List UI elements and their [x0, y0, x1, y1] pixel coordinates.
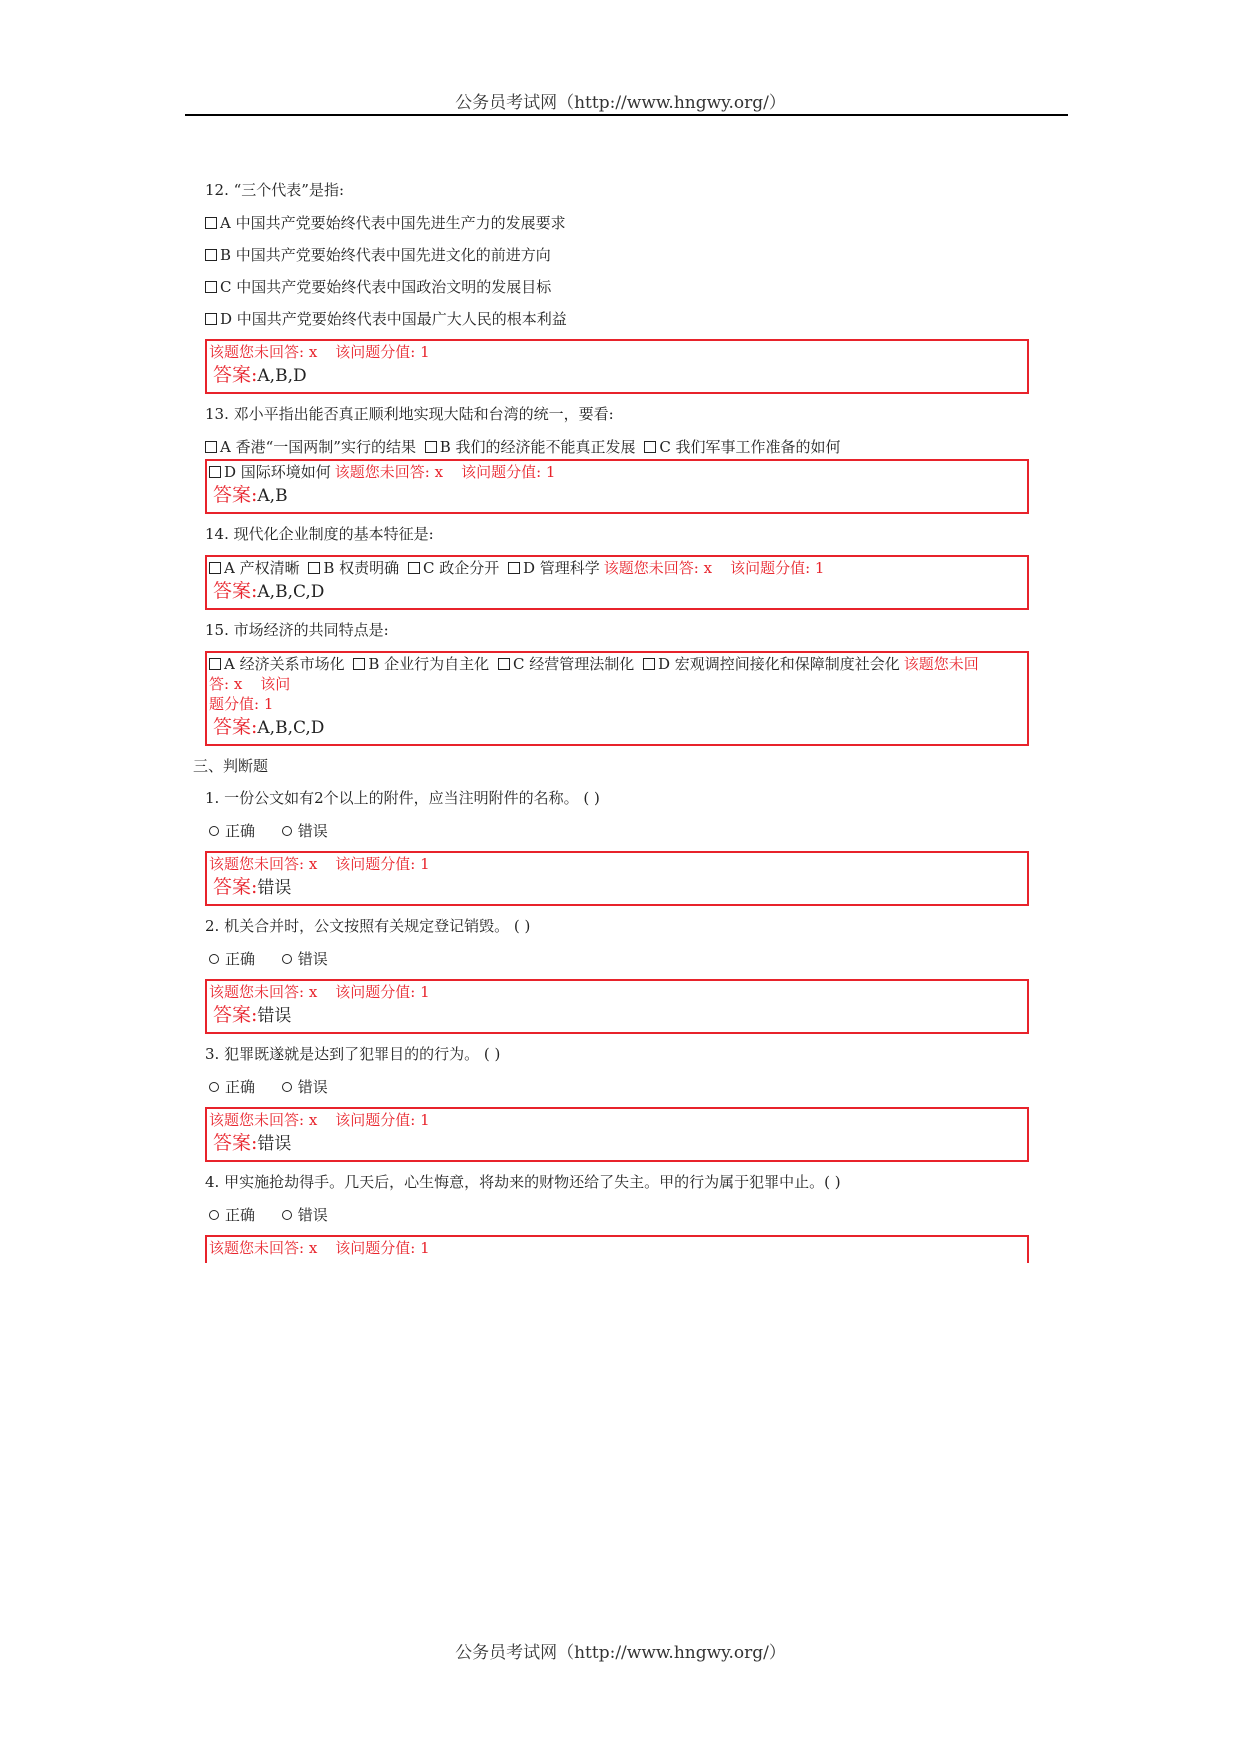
q14-option-c[interactable]: C 政企分开: [408, 559, 499, 577]
exam-content: [193, 178, 1045, 1263]
answer-value: 错误: [257, 1134, 292, 1154]
radio-button[interactable]: [282, 826, 292, 836]
radio-button[interactable]: [282, 954, 292, 964]
score-note-part2: 题分值: 1: [209, 695, 274, 713]
tf-2-feedback-box: [205, 979, 1029, 1034]
tf-2-true[interactable]: 正确: [209, 950, 255, 968]
score-note-part1: 该问: [260, 675, 291, 693]
tf-3-title: 3. 犯罪既遂就是达到了犯罪目的的行为。 ( ): [205, 1045, 501, 1063]
answer-label: 答案:: [213, 484, 258, 506]
unanswered-note: 该题您未回答: x: [209, 855, 318, 873]
question-13-title: 13. 邓小平指出能否真正顺利地实现大陆和台湾的统一，要看:: [205, 405, 614, 423]
checkbox[interactable]: [643, 658, 655, 670]
tf-1-title: 1. 一份公文如有2个以上的附件，应当注明附件的名称。 ( ): [205, 789, 600, 807]
tf-2-false[interactable]: 错误: [282, 950, 328, 968]
q15-option-b[interactable]: B 企业行为自主化: [353, 655, 489, 673]
answer-label: 答案:: [213, 1132, 258, 1154]
q14-option-d[interactable]: D 管理科学: [508, 559, 600, 577]
q12-option-b[interactable]: B 中国共产党要始终代表中国先进文化的前进方向: [205, 243, 1045, 267]
unanswered-note: 该题您未回答: x: [209, 983, 318, 1001]
score-note: 该问题分值: 1: [335, 1111, 430, 1129]
checkbox[interactable]: [205, 441, 217, 453]
answer-value: 错误: [257, 1006, 292, 1026]
tf-1-false[interactable]: 错误: [282, 822, 328, 840]
tf-4-title: 4. 甲实施抢劫得手。几天后，心生悔意，将劫来的财物还给了失主。甲的行为属于犯罪中止。( ): [205, 1173, 841, 1191]
q12-option-c[interactable]: C 中国共产党要始终代表中国政治文明的发展目标: [205, 275, 1045, 299]
tf-4-true[interactable]: 正确: [209, 1206, 255, 1224]
q12-option-d[interactable]: D 中国共产党要始终代表中国最广大人民的根本利益: [205, 307, 1045, 331]
question-14-title: 14. 现代化企业制度的基本特征是:: [205, 525, 434, 543]
page-footer: 公务员考试网（http://www.hngwy.org/）: [455, 1643, 786, 1663]
answer-value: A,B,D: [257, 366, 307, 386]
tf-4-false[interactable]: 错误: [282, 1206, 328, 1224]
q13-option-c[interactable]: C 我们军事工作准备的如何: [644, 438, 840, 456]
radio-button[interactable]: [209, 1082, 219, 1092]
checkbox[interactable]: [209, 562, 221, 574]
answer-value: A,B,C,D: [257, 582, 325, 602]
unanswered-note: 该题您未回答: x: [334, 463, 444, 481]
answer-value: A,B,C,D: [257, 718, 325, 738]
radio-button[interactable]: [282, 1082, 292, 1092]
tf-3-false[interactable]: 错误: [282, 1078, 328, 1096]
unanswered-note: 该题您未回答: x: [209, 1239, 318, 1257]
tf-2-title: 2. 机关合并时，公文按照有关规定登记销毁。 ( ): [205, 917, 531, 935]
checkbox[interactable]: [209, 466, 221, 478]
answer-label: 答案:: [213, 580, 258, 602]
checkbox[interactable]: [205, 217, 217, 229]
q14-option-a[interactable]: A 产权清晰: [209, 559, 300, 577]
tf-2-options: [205, 947, 1045, 971]
page-header: 公务员考试网（http://www.hngwy.org/）: [455, 93, 786, 113]
q15-option-d[interactable]: D 宏观调控间接化和保障制度社会化: [643, 655, 900, 673]
q12-option-a[interactable]: A 中国共产党要始终代表中国先进生产力的发展要求: [205, 211, 1045, 235]
checkbox[interactable]: [498, 658, 510, 670]
answer-label: 答案:: [213, 1004, 258, 1026]
tf-3-true[interactable]: 正确: [209, 1078, 255, 1096]
unanswered-note: 该题您未回答: x: [603, 559, 713, 577]
checkbox[interactable]: [508, 562, 520, 574]
answer-label: 答案:: [213, 364, 258, 386]
checkbox[interactable]: [353, 658, 365, 670]
checkbox[interactable]: [644, 441, 656, 453]
answer-value: 错误: [257, 878, 292, 898]
question-12-title: 12. “三个代表”是指:: [205, 181, 345, 199]
score-note: 该问题分值: 1: [335, 855, 430, 873]
q15-option-c[interactable]: C 经营管理法制化: [498, 655, 634, 673]
q13-option-d[interactable]: D 国际环境如何: [209, 463, 331, 481]
answer-value: A,B: [257, 486, 288, 506]
q13-options-row: [205, 435, 1045, 459]
header-divider: [185, 114, 1068, 116]
radio-button[interactable]: [282, 1210, 292, 1220]
q15-option-a[interactable]: A 经济关系市场化: [209, 655, 345, 673]
q12-feedback-box: [205, 339, 1029, 394]
radio-button[interactable]: [209, 826, 219, 836]
tf-1-true[interactable]: 正确: [209, 822, 255, 840]
tf-1-feedback-box: [205, 851, 1029, 906]
answer-label: 答案:: [213, 876, 258, 898]
tf-4-feedback-box: [205, 1235, 1029, 1263]
radio-button[interactable]: [209, 1210, 219, 1220]
question-15-title: 15. 市场经济的共同特点是:: [205, 621, 389, 639]
checkbox[interactable]: [425, 441, 437, 453]
tf-1-options: [205, 819, 1045, 843]
tf-4-options: [205, 1203, 1045, 1227]
checkbox[interactable]: [408, 562, 420, 574]
q13-feedback-box: [205, 459, 1029, 514]
score-note: 该问题分值: 1: [461, 463, 556, 481]
section-3-title: 三、判断题: [193, 757, 269, 775]
q13-option-b[interactable]: B 我们的经济能不能真正发展: [425, 438, 636, 456]
q14-option-b[interactable]: B 权责明确: [308, 559, 399, 577]
tf-3-feedback-box: [205, 1107, 1029, 1162]
score-note: 该问题分值: 1: [335, 1239, 430, 1257]
unanswered-note-part2: 答: x: [209, 675, 243, 693]
q15-feedback-box: [205, 651, 1029, 746]
checkbox[interactable]: [205, 249, 217, 261]
answer-label: 答案:: [213, 716, 258, 738]
unanswered-note: 该题您未回答: x: [209, 1111, 318, 1129]
tf-3-options: [205, 1075, 1045, 1099]
score-note: 该问题分值: 1: [335, 343, 430, 361]
radio-button[interactable]: [209, 954, 219, 964]
unanswered-note: 该题您未回答: x: [209, 343, 318, 361]
checkbox[interactable]: [308, 562, 320, 574]
score-note: 该问题分值: 1: [335, 983, 430, 1001]
checkbox[interactable]: [205, 281, 217, 293]
unanswered-note-part1: 该题您未回: [903, 655, 979, 673]
checkbox[interactable]: [209, 658, 221, 670]
checkbox[interactable]: [205, 313, 217, 325]
score-note: 该问题分值: 1: [730, 559, 825, 577]
q13-option-a[interactable]: A 香港“一国两制”实行的结果: [205, 438, 416, 456]
q14-feedback-box: [205, 555, 1029, 610]
